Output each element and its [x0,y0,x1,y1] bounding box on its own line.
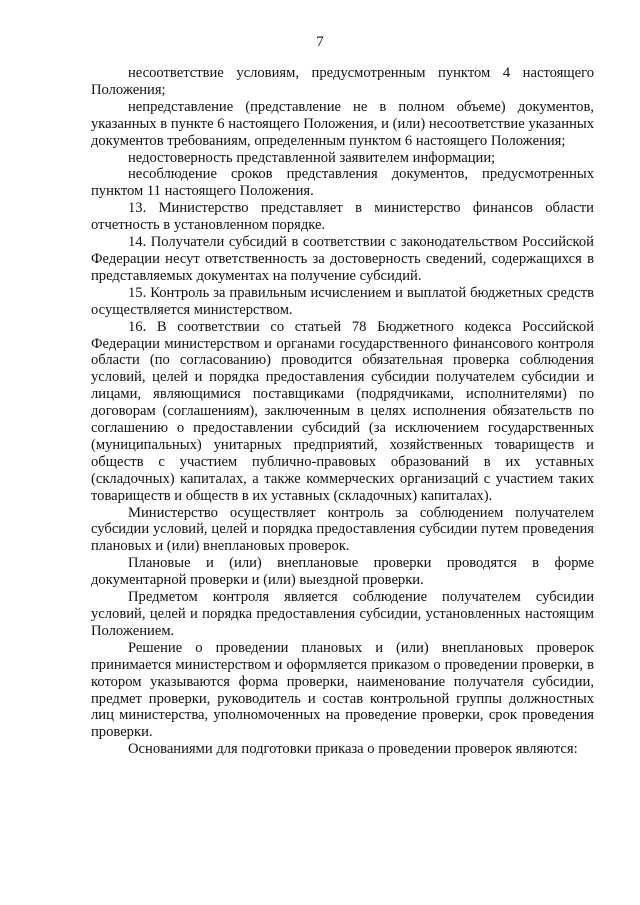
paragraph-item-13: 13. Министерство представляет в министерство финансов области отчетность в установленном порядке. [91,200,594,234]
paragraph-documents-missing: непредставление (представление не в полном объеме) документов, указанных в пункте 6 настоящего Положения, и (или) несоответствие указанных документов требованиям, определенным пунктом 6 настоящего Положения; [91,98,594,149]
paragraph-deadline-violation: несоблюдение сроков представления документов, предусмотренных пунктом 11 настоящего Положения. [91,166,594,200]
paragraph-condition-mismatch: несоответствие условиям, предусмотренным пунктом 4 настоящего Положения; [91,65,594,98]
paragraph-inspection-decision: Решение о проведении плановых и (или) внеплановых проверок принимается министерством и оформляется приказом о проведении проверки, в котором указываются форма проверки, наименование получателя субсидии, предмет проверки, руководитель и состав контрольной группы должностных лиц министерства, уполномоченных на проведение проверки, срок проведения проверки. [91,639,594,741]
paragraph-grounds: Основаниями для подготовки приказа о проведении проверок являются: [128,741,578,758]
document-body [91,65,594,758]
paragraph-item-14: 14. Получатели субсидий в соответствии с законодательством Российской Федерации несут ответственность за достоверность сведений, содержащихся в представляемых документах на получение субсидий. [91,234,594,284]
paragraph-inspection-form: Плановые и (или) внеплановые проверки проводятся в форме документарной проверки и (или) выездной проверки. [91,555,594,589]
paragraph-ministry-control: Министерство осуществляет контроль за соблюдением получателем субсидии условий, целей и порядка предоставления субсидии путем проведения плановых и (или) внеплановых проверок. [91,504,594,555]
paragraph-item-16: 16. В соответствии со статьей 78 Бюджетного кодекса Российской Федерации министерством и органами государственного финансового контроля области (по согласованию) проводится обязательная проверка соблюдения условий, целей и порядка предоставления субсидии получателем субсидии и лицами, являющимися поставщиками (подрядчиками, исполнителями) по договорам (соглашениям), заключенным в целях исполнения обязательств по соглашению о предоставлении субсидий (за исключением государственных (муниципальных) унитарных предприятий, хозяйственных товариществ и обществ с участием публично-правовых образований в их уставных (складочных) капиталах, а также коммерческих организаций с участием таких товариществ и обществ в их уставных (складочных) капиталах). [91,318,594,504]
paragraph-control-subject: Предметом контроля является соблюдение получателем субсидии условий, целей и порядка предоставления субсидии, установленных настоящим Положением. [91,589,594,639]
paragraph-item-15: 15. Контроль за правильным исчислением и выплатой бюджетных средств осуществляется министерством. [91,284,594,318]
paragraph-false-information: недостоверность представленной заявителем информации; [128,149,496,166]
page-number: 7 [316,34,324,50]
